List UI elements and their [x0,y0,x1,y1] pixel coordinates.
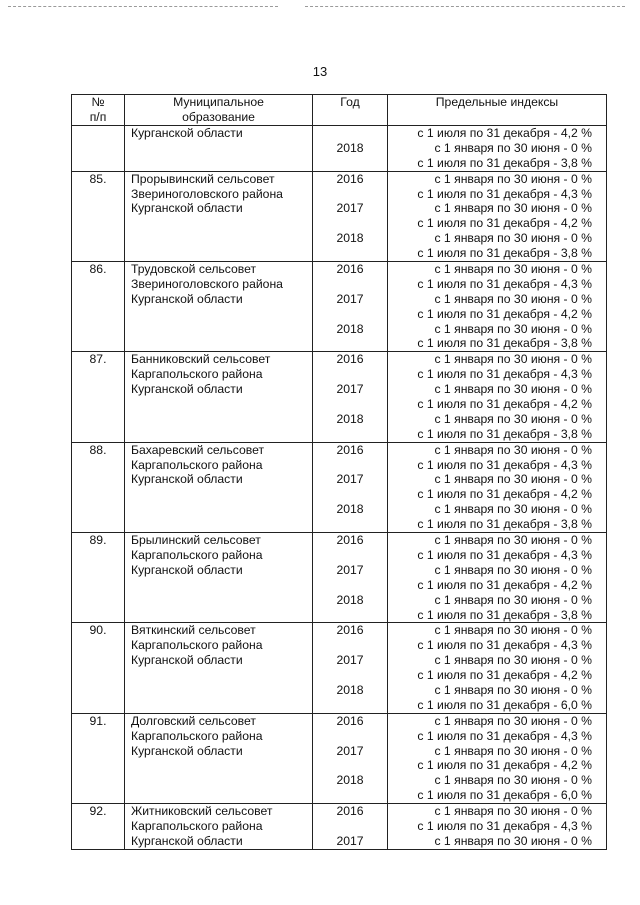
index-value: с 1 января по 30 июня - 0 % [434,201,592,216]
year-value: 2017 [336,562,364,577]
municipality-name-line: Курганской области [131,126,243,140]
year-cell [313,352,388,442]
year-cell [313,126,388,172]
year-value: 2018 [336,502,364,517]
row-number: 92. [89,804,107,819]
year-value [313,126,387,141]
municipality-name-line: Вяткинский сельсовет [131,623,256,638]
year-value [313,638,387,653]
year-value [313,487,387,502]
year-value [313,277,387,292]
index-value: с 1 января по 30 июня - 0 % [434,231,592,246]
index-value: с 1 января по 30 июня - 0 % [434,502,592,517]
header-index-label: Предельные индексы [435,95,559,109]
year-value [313,336,387,351]
municipality-name-line: Звериноголовского района [131,186,283,201]
index-value: с 1 июля по 31 декабря - 4,2 % [417,216,592,231]
index-cell [388,442,607,532]
table-row [72,442,607,532]
municipality-name-line: Долговский сельсовет [131,713,256,728]
table-row [72,623,607,713]
municipality-name-line: Брылинский сельсовет [131,533,261,548]
year-cell [313,804,388,850]
municipality-name-line: Каргапольского района [131,638,263,653]
year-value [313,397,387,412]
municipality-name-line: Каргапольского района [131,547,263,562]
year-value [313,307,387,322]
header-municipality-line2: образование [182,109,255,124]
year-cell [313,713,388,803]
index-value: с 1 июля по 31 декабря - 4,3 % [417,186,592,201]
year-value [313,216,387,231]
table-row [72,533,607,623]
row-number-cell [72,171,125,261]
row-number-cell [72,804,125,850]
municipality-name-line: Курганской области [131,743,243,758]
index-value: с 1 января по 30 июня - 0 % [434,442,592,457]
row-number-cell [72,623,125,713]
municipality-name-line: Каргапольского района [131,728,263,743]
municipality-name-line: Трудовской сельсовет [131,262,257,277]
index-value: с 1 июля по 31 декабря - 4,3 % [417,547,592,562]
year-value: 2018 [336,411,364,426]
year-value: 2017 [336,201,364,216]
year-value: 2017 [336,833,364,848]
municipality-name-line: Каргапольского района [131,367,263,382]
index-cell [388,171,607,261]
index-cell [388,126,607,172]
index-value: с 1 июля по 31 декабря - 6,0 % [417,697,592,712]
index-value: с 1 января по 30 июня - 0 % [434,623,592,638]
municipality-name-line: Курганской области [131,201,243,216]
index-value: с 1 июля по 31 декабря - 3,8 % [417,246,592,261]
year-value: 2018 [336,773,364,788]
index-value: с 1 января по 30 июня - 0 % [434,171,592,186]
index-value: с 1 января по 30 июня - 0 % [434,592,592,607]
index-value: с 1 июля по 31 декабря - 4,3 % [417,276,592,291]
year-value: 2017 [336,472,364,487]
table-row [72,262,607,352]
year-value [313,367,387,382]
year-value [313,608,387,623]
index-value: с 1 января по 30 июня - 0 % [434,262,592,277]
index-value: с 1 июля по 31 декабря - 3,8 % [417,336,592,351]
index-value: с 1 июля по 31 декабря - 3,8 % [417,155,592,170]
municipality-name-line: Курганской области [131,653,243,668]
page-number: 13 [312,64,328,79]
header-year-label: Год [340,95,360,109]
index-value: с 1 января по 30 июня - 0 % [434,411,592,426]
index-value: с 1 июля по 31 декабря - 4,2 % [417,487,592,502]
row-number: 88. [89,442,107,457]
header-year [313,95,388,126]
year-value: 2016 [336,623,364,638]
index-value: с 1 января по 30 июня - 0 % [434,804,592,819]
row-number-cell [72,352,125,442]
municipality-name-line: Бахаревский сельсовет [131,442,265,457]
year-value: 2017 [336,743,364,758]
index-value: с 1 июля по 31 декабря - 4,2 % [417,577,592,592]
index-cell [388,623,607,713]
year-value [313,246,387,261]
year-value [313,819,387,834]
municipality-cell [125,623,313,713]
index-value: с 1 июля по 31 декабря - 4,3 % [417,638,592,653]
year-value: 2016 [336,713,364,728]
table-row [72,171,607,261]
year-cell [313,533,388,623]
row-number: 91. [89,713,107,728]
year-value [313,698,387,713]
row-number-cell [72,442,125,532]
municipality-name-line: Курганской области [131,291,243,306]
year-cell [313,171,388,261]
index-value: с 1 июля по 31 декабря - 4,2 % [417,758,592,773]
year-value: 2016 [336,352,364,367]
year-value: 2016 [336,804,364,819]
row-number-cell [72,713,125,803]
municipality-cell [125,171,313,261]
index-value: с 1 января по 30 июня - 0 % [434,682,592,697]
index-value: с 1 июля по 31 декабря - 4,2 % [417,306,592,321]
year-cell [313,262,388,352]
index-value: с 1 июля по 31 декабря - 4,2 % [417,668,592,683]
table-row [72,804,607,850]
municipality-name-line: Прорывинский сельсовет [131,171,275,186]
municipality-cell [125,533,313,623]
year-value [313,548,387,563]
municipality-name-line: Курганской области [131,382,243,397]
year-value: 2016 [336,262,364,277]
municipality-name-line: Курганской области [131,472,243,487]
index-cell [388,262,607,352]
year-value [313,758,387,773]
header-number [72,95,125,126]
table-row [72,352,607,442]
year-value: 2016 [336,171,364,186]
year-cell [313,442,388,532]
index-cell [388,713,607,803]
year-value [313,427,387,442]
year-value: 2018 [336,140,364,155]
row-number [72,126,124,141]
header-municipality [125,95,313,126]
index-value: с 1 июля по 31 декабря - 4,2 % [417,397,592,412]
index-value: с 1 января по 30 июня - 0 % [434,562,592,577]
year-value [313,788,387,803]
index-value: с 1 июля по 31 декабря - 4,2 % [417,126,592,140]
index-value: с 1 января по 30 июня - 0 % [434,653,592,668]
index-value: с 1 июля по 31 декабря - 4,3 % [417,367,592,382]
year-value [313,156,387,171]
year-value [313,578,387,593]
year-value: 2018 [336,682,364,697]
index-value: с 1 января по 30 июня - 0 % [434,773,592,788]
municipality-cell [125,262,313,352]
year-value [313,187,387,202]
row-number: 89. [89,533,107,548]
row-number-cell [72,262,125,352]
header-municipality-line1: Муниципальное [173,95,264,109]
index-value: с 1 июля по 31 декабря - 4,3 % [417,457,592,472]
index-value: с 1 января по 30 июня - 0 % [434,321,592,336]
municipality-name-line: Каргапольского района [131,457,263,472]
year-cell [313,623,388,713]
header-number-line2: п/п [89,109,107,124]
index-value: с 1 июля по 31 декабря - 4,3 % [417,728,592,743]
municipality-name-line: Житниковский сельсовет [131,804,273,819]
municipality-name-line: Банниковский сельсовет [131,352,271,367]
municipality-cell [125,713,313,803]
year-value [313,668,387,683]
row-number: 90. [89,623,107,638]
row-number: 87. [89,352,107,367]
year-value [313,458,387,473]
tariff-index-table [71,94,607,850]
year-value: 2016 [336,533,364,548]
year-value: 2018 [336,321,364,336]
year-value: 2018 [336,592,364,607]
index-value: с 1 января по 30 июня - 0 % [434,713,592,728]
municipality-name-line: Курганской области [131,833,243,848]
index-value: с 1 июля по 31 декабря - 3,8 % [417,607,592,622]
row-number-cell [72,126,125,172]
table-header-row [72,95,607,126]
municipality-cell [125,442,313,532]
year-value: 2016 [336,442,364,457]
municipality-cell [125,352,313,442]
index-cell [388,352,607,442]
index-value: с 1 июля по 31 декабря - 3,8 % [417,426,592,441]
index-value: с 1 января по 30 июня - 0 % [434,291,592,306]
index-value: с 1 июля по 31 декабря - 4,3 % [417,818,592,833]
index-value: с 1 июля по 31 декабря - 6,0 % [417,788,592,803]
index-value: с 1 января по 30 июня - 0 % [434,472,592,487]
scan-artifact-line [305,6,625,7]
table-row [72,126,607,172]
year-value: 2017 [336,291,364,306]
header-number-line1: № [91,95,105,109]
municipality-name-line: Каргапольского района [131,818,263,833]
index-value: с 1 января по 30 июня - 0 % [434,743,592,758]
index-value: с 1 января по 30 июня - 0 % [434,382,592,397]
index-value: с 1 января по 30 июня - 0 % [434,533,592,548]
scan-artifact-line [8,6,278,7]
municipality-name-line: Звериноголовского района [131,276,283,291]
municipality-name-line: Курганской области [131,562,243,577]
row-number: 86. [89,262,107,277]
header-index [388,95,607,126]
row-number-cell [72,533,125,623]
index-cell [388,533,607,623]
index-value: с 1 января по 30 июня - 0 % [434,140,592,155]
index-value: с 1 января по 30 июня - 0 % [434,833,592,848]
index-cell [388,804,607,850]
row-number: 85. [89,171,107,186]
table-row [72,713,607,803]
municipality-cell [125,126,313,172]
year-value [313,729,387,744]
index-value: с 1 января по 30 июня - 0 % [434,352,592,367]
index-value: с 1 июля по 31 декабря - 3,8 % [417,517,592,532]
year-value: 2017 [336,653,364,668]
year-value: 2018 [336,231,364,246]
year-value: 2017 [336,382,364,397]
municipality-cell [125,804,313,850]
year-value [313,517,387,532]
